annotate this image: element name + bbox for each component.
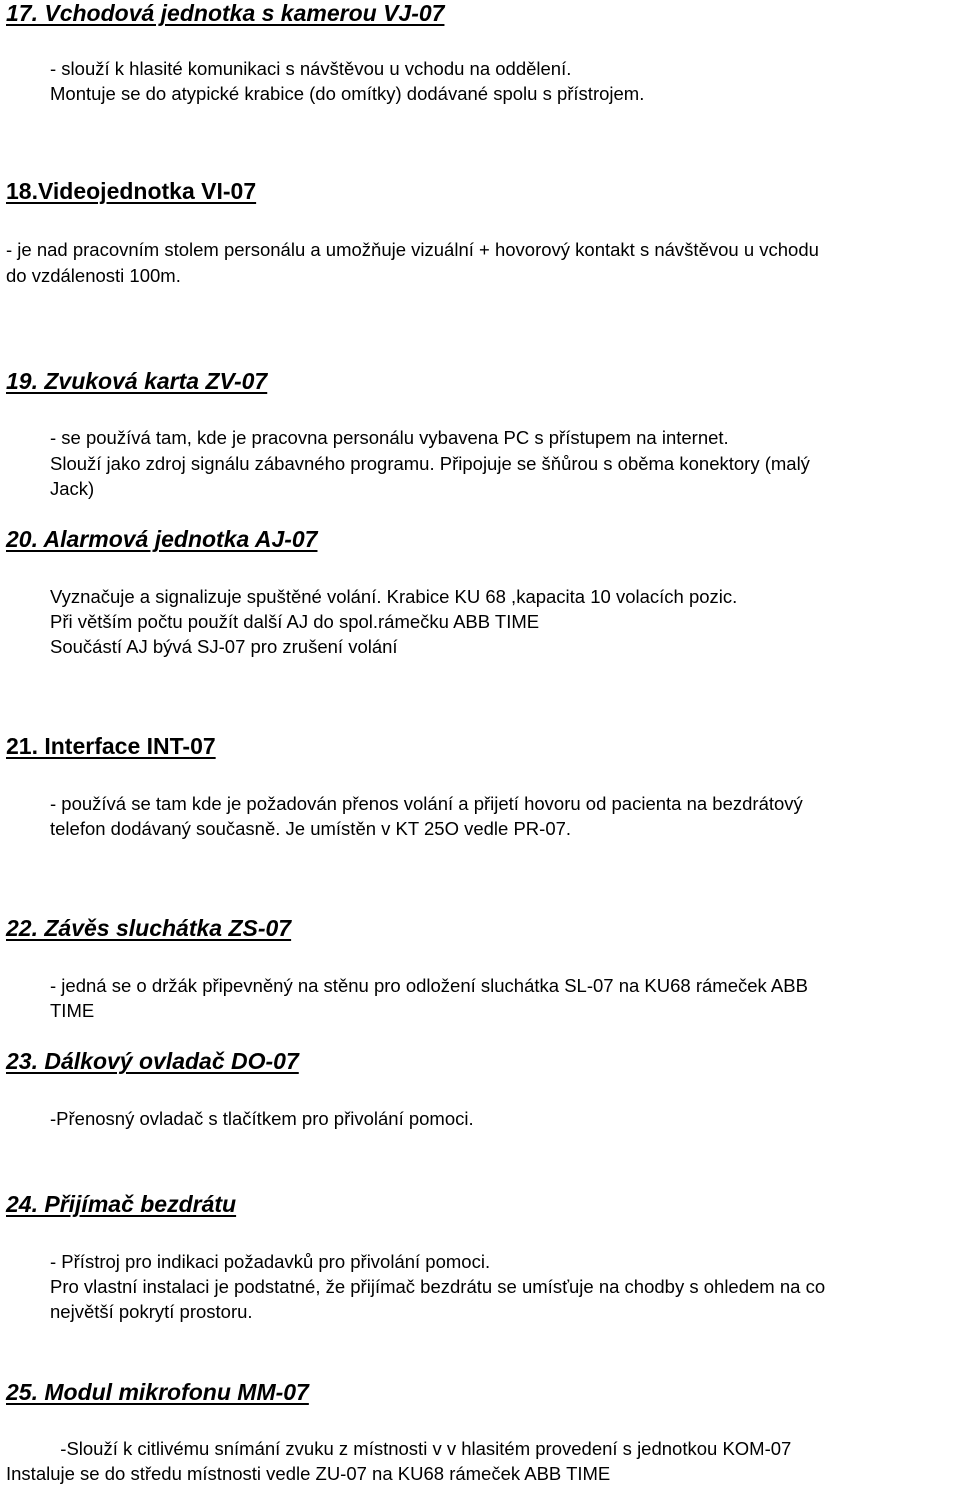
section-21-line-1: - používá se tam kde je požadován přenos volání a přijetí hovoru od pacienta na bezdrátový xyxy=(50,793,803,814)
section-19-line-1: - se používá tam, kde je pracovna personálu vybavena PC s přístupem na internet. xyxy=(50,427,729,448)
section-19-title: 19. Zvuková karta ZV-07 xyxy=(6,368,268,394)
section-23-line-1: -Přenosný ovladač s tlačítkem pro přivolání pomoci. xyxy=(50,1108,474,1129)
section-19-line-3: Jack) xyxy=(50,478,95,499)
section-24-line-1: - Přístroj pro indikaci požadavků pro přivolání pomoci. xyxy=(50,1251,491,1272)
section-18-heading xyxy=(6,178,256,205)
section-18-line-1: - je nad pracovním stolem personálu a umožňuje vizuální + hovorový kontakt s návštěvou u vchodu xyxy=(6,239,819,260)
section-21-line-2: telefon dodávaný současně. Je umístěn v KT 25O vedle PR-07. xyxy=(50,818,572,839)
section-22-line-1: - jedná se o držák připevněný na stěnu pro odložení sluchátka SL-07 na KU68 rámeček ABB xyxy=(50,975,808,996)
section-20-line-1: Vyznačuje a signalizuje spuštěné volání. Krabice KU 68 ,kapacita 10 volacích pozic. xyxy=(50,586,738,607)
section-25-line-2: Instaluje se do středu místnosti vedle ZU-07 na KU68 rámeček ABB TIME xyxy=(6,1463,611,1484)
section-21-title: 21. Interface INT-07 xyxy=(6,733,216,759)
section-24-title: 24. Přijímač bezdrátu xyxy=(6,1191,237,1217)
section-25-heading xyxy=(6,1379,309,1406)
section-19-heading xyxy=(6,368,267,395)
section-23-heading xyxy=(6,1048,299,1075)
section-20-title: 20. Alarmová jednotka AJ-07 xyxy=(6,526,318,552)
section-22-title: 22. Závěs sluchátka ZS-07 xyxy=(6,915,292,941)
section-23-title: 23. Dálkový ovladač DO-07 xyxy=(6,1048,299,1074)
section-17-title: 17. Vchodová jednotka s kamerou VJ-07 xyxy=(6,0,445,26)
section-22-line-2: TIME xyxy=(50,1000,95,1021)
section-21-heading xyxy=(6,733,216,760)
section-25-title: 25. Modul mikrofonu MM-07 xyxy=(6,1379,309,1405)
section-17-line-2: Montuje se do atypické krabice (do omítky) dodávané spolu s přístrojem. xyxy=(50,83,645,104)
section-20-heading xyxy=(6,526,317,553)
section-22-heading xyxy=(6,915,291,942)
section-25-line-1: -Slouží k citlivému snímání zvuku z místnosti v v hlasitém provedení s jednotkou KOM-07 xyxy=(50,1438,792,1459)
section-18-title: 18.Videojednotka VI-07 xyxy=(6,178,257,204)
section-17-heading xyxy=(6,0,444,27)
section-24-line-2: Pro vlastní instalaci je podstatné, že přijímač bezdrátu se umísťuje na chodby s ohledem na co xyxy=(50,1276,826,1297)
section-19-line-2: Slouží jako zdroj signálu zábavného programu. Připojuje se šňůrou s oběma konektory (malý xyxy=(50,453,810,474)
section-24-line-3: největší pokrytí prostoru. xyxy=(50,1301,253,1322)
section-17-line-1: - slouží k hlasité komunikaci s návštěvou u vchodu na oddělení. xyxy=(50,58,572,79)
section-20-line-2: Při větším počtu použít další AJ do spol.rámečku ABB TIME xyxy=(50,611,540,632)
section-18-line-2: do vzdálenosti 100m. xyxy=(6,265,181,286)
section-20-line-3: Součástí AJ bývá SJ-07 pro zrušení volání xyxy=(50,636,398,657)
section-24-heading xyxy=(6,1191,236,1218)
